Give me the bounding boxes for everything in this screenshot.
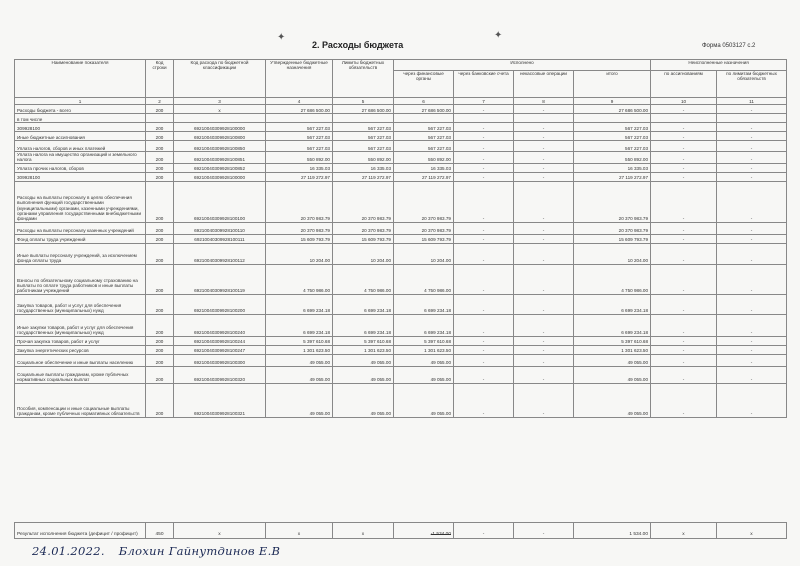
row-fin: 27 686 500.00 (394, 105, 454, 114)
header-total: итого (574, 71, 651, 98)
row-code: 69210040309928100320 (174, 366, 266, 383)
row-name: Уплата прочих налогов, сборов (15, 163, 146, 172)
row-total: 4 750 986.00 (574, 264, 651, 294)
row-bank: - (454, 336, 514, 345)
table-row (15, 152, 787, 164)
row-fin: 16 335.03 (394, 163, 454, 172)
row-line (146, 114, 174, 123)
row-fin: 49 055.00 (394, 366, 454, 383)
row-code: 69210040309928100100 (174, 181, 266, 222)
row-c11: - (717, 152, 787, 164)
row-code: 69210040309928100000 (174, 123, 266, 132)
row-bank: - (454, 294, 514, 314)
row-approved: 49 055.00 (266, 366, 333, 383)
table-row (15, 123, 787, 132)
row-noncash: - (514, 366, 574, 383)
row-c10: - (651, 345, 717, 354)
row-limits: 4 750 986.00 (333, 264, 394, 294)
row-noncash: - (514, 354, 574, 366)
row-c10: - (651, 172, 717, 181)
row-code: 69210040309928100200 (174, 294, 266, 314)
row-line: 200 (146, 354, 174, 366)
row-c11: - (717, 264, 787, 294)
row-total: 1 301 623.50 (574, 345, 651, 354)
row-bank: - (454, 314, 514, 336)
row-line: 200 (146, 383, 174, 417)
row-total: 567 227.03 (574, 141, 651, 152)
row-name: Расходы на выплаты персоналу в целях обеспечения выполнения функций государственными (муниципальными) органами, казенными учреждениями, органами управления государственными внебюджетными фондами (15, 181, 146, 222)
row-c11: - (717, 105, 787, 114)
row-name: Расходы бюджета - всего (15, 105, 146, 114)
row-fin: 49 055.00 (394, 354, 454, 366)
row-line: 200 (146, 264, 174, 294)
row-name: Уплата налога на имущество организаций и земельного налога (15, 152, 146, 164)
row-limits: 49 055.00 (333, 354, 394, 366)
row-noncash: - (514, 181, 574, 222)
table-row (15, 383, 787, 417)
column-number: 3 (174, 98, 266, 105)
row-bank (454, 114, 514, 123)
row-c11: - (717, 163, 787, 172)
header-limits: Лимиты бюджетных обязательств (333, 60, 394, 98)
header-budget-code: Код расхода по бюджетной классификации (174, 60, 266, 98)
row-name: Социальные выплаты гражданам, кроме публичных нормативных социальных выплат (15, 366, 146, 383)
row-c11: - (717, 181, 787, 222)
row-approved: 49 055.00 (266, 383, 333, 417)
row-c10: - (651, 366, 717, 383)
table-row (15, 222, 787, 234)
signature-date: 24.01.2022. (32, 544, 105, 558)
row-fin: 567 227.03 (394, 123, 454, 132)
row-fin: 550 892.00 (394, 152, 454, 164)
row-line: 200 (146, 132, 174, 141)
row-limits: 27 119 272.97 (333, 172, 394, 181)
row-c11: - (717, 123, 787, 132)
row-noncash: - (514, 345, 574, 354)
row-name: Уплата налогов, сборов и иных платежей (15, 141, 146, 152)
row-code (174, 114, 266, 123)
row-c11: - (717, 366, 787, 383)
row-bank: - (454, 234, 514, 243)
row-code: 69210040309928100240 (174, 314, 266, 336)
row-bank: - (454, 222, 514, 234)
row-noncash: - (514, 105, 574, 114)
row-c11: - (717, 132, 787, 141)
header-by-limits: по лимитам бюджетных обязательств (717, 71, 787, 98)
row-total: 49 055.00 (574, 383, 651, 417)
row-bank: - (454, 243, 514, 264)
row-total: 567 227.03 (574, 132, 651, 141)
table-row (15, 264, 787, 294)
result-approved: x (266, 523, 333, 539)
row-total: 20 370 983.79 (574, 181, 651, 222)
row-fin: 6 699 234.18 (394, 314, 454, 336)
row-code: 69210040309928100321 (174, 383, 266, 417)
table-row (15, 354, 787, 366)
table-row (15, 366, 787, 383)
section-title: 2. Расходы бюджета (312, 40, 404, 50)
row-c10: - (651, 243, 717, 264)
row-line: 200 (146, 294, 174, 314)
column-number: 11 (717, 98, 787, 105)
row-approved: 567 227.03 (266, 141, 333, 152)
row-noncash: - (514, 336, 574, 345)
row-c10: - (651, 336, 717, 345)
expenses-table (14, 59, 787, 418)
row-bank: - (454, 105, 514, 114)
table-row (15, 336, 787, 345)
row-approved: 16 335.03 (266, 163, 333, 172)
row-fin: 5 397 610.68 (394, 336, 454, 345)
row-name: Пособия, компенсации и иные социальные выплаты гражданам, кроме публичных нормативных обязательств (15, 383, 146, 417)
table-row (15, 314, 787, 336)
row-limits: 20 370 983.79 (333, 222, 394, 234)
row-limits: 567 227.03 (333, 123, 394, 132)
row-name: Иные выплаты персоналу учреждений, за исключением фонда оплаты труда (15, 243, 146, 264)
row-noncash: - (514, 234, 574, 243)
row-bank: - (454, 354, 514, 366)
row-fin: 27 119 272.97 (394, 172, 454, 181)
row-noncash: - (514, 141, 574, 152)
row-fin: 567 227.03 (394, 132, 454, 141)
table-row (15, 105, 787, 114)
row-c10: - (651, 123, 717, 132)
column-number: 10 (651, 98, 717, 105)
column-number: 5 (333, 98, 394, 105)
row-bank: - (454, 345, 514, 354)
row-approved: 49 055.00 (266, 354, 333, 366)
row-code: 69210040309928100119 (174, 264, 266, 294)
column-number: 8 (514, 98, 574, 105)
header-approved: Утвержденные бюджетные назначения (266, 60, 333, 98)
row-approved: 567 227.03 (266, 123, 333, 132)
row-bank: - (454, 123, 514, 132)
row-limits: 10 204.00 (333, 243, 394, 264)
row-line: 200 (146, 345, 174, 354)
row-line: 200 (146, 336, 174, 345)
row-noncash: - (514, 294, 574, 314)
row-c10: - (651, 314, 717, 336)
table-row (15, 294, 787, 314)
row-bank: - (454, 383, 514, 417)
row-fin: 1 301 623.50 (394, 345, 454, 354)
row-line: 200 (146, 181, 174, 222)
result-c11: x (717, 523, 787, 539)
row-bank: - (454, 132, 514, 141)
header-unexecuted: Неисполненные назначения (651, 60, 787, 71)
row-fin: 4 750 986.00 (394, 264, 454, 294)
row-total: 6 699 234.18 (574, 294, 651, 314)
row-c11: - (717, 234, 787, 243)
row-fin (394, 114, 454, 123)
row-approved: 6 699 234.18 (266, 294, 333, 314)
handwritten-signature (32, 544, 280, 558)
row-total: 27 119 272.97 (574, 172, 651, 181)
row-bank: - (454, 181, 514, 222)
row-code: 69210040309928100300 (174, 354, 266, 366)
row-c10: - (651, 181, 717, 222)
row-limits: 6 699 234.18 (333, 294, 394, 314)
row-limits: 567 227.03 (333, 141, 394, 152)
row-name: Фонд оплаты труда учреждений (15, 234, 146, 243)
table-row (15, 234, 787, 243)
row-code: 69210040309928100111 (174, 234, 266, 243)
row-noncash: - (514, 314, 574, 336)
row-name: Закупка энергетических ресурсов (15, 345, 146, 354)
row-approved: 567 227.03 (266, 132, 333, 141)
row-name: Закупка товаров, работ и услуг для обеспечения государственных (муниципальных) нужд (15, 294, 146, 314)
row-noncash: - (514, 163, 574, 172)
expenses-rows (15, 105, 787, 418)
signature-name: Блохин Гайнутдинов Е.В (118, 544, 281, 558)
row-approved: 6 699 234.18 (266, 314, 333, 336)
row-bank: - (454, 141, 514, 152)
column-number: 1 (15, 98, 146, 105)
row-c11: - (717, 294, 787, 314)
result-c10: x (651, 523, 717, 539)
row-name: Иные закупки товаров, работ и услуг для обеспечения государственных (муниципальных) нужд (15, 314, 146, 336)
row-total: 20 370 983.79 (574, 222, 651, 234)
row-name: 309928100 (15, 172, 146, 181)
row-line: 200 (146, 222, 174, 234)
row-fin: 49 055.00 (394, 383, 454, 417)
row-noncash: - (514, 172, 574, 181)
row-line: 200 (146, 152, 174, 164)
row-noncash: - (514, 152, 574, 164)
row-bank: - (454, 172, 514, 181)
column-number-row (15, 98, 787, 105)
row-c10: - (651, 222, 717, 234)
row-fin: 20 370 983.79 (394, 181, 454, 222)
row-c11: - (717, 336, 787, 345)
row-total: 15 609 793.79 (574, 234, 651, 243)
header-via-bank: через банковские счета (454, 71, 514, 98)
row-code: 69210040309928100000 (174, 172, 266, 181)
header-line: Код строки (146, 60, 174, 98)
row-c10: - (651, 132, 717, 141)
column-number: 7 (454, 98, 514, 105)
row-c10: - (651, 141, 717, 152)
result-line: 450 (146, 523, 174, 539)
row-approved (266, 114, 333, 123)
row-c11: - (717, 141, 787, 152)
row-total (574, 114, 651, 123)
row-name: Взносы по обязательному социальному страхованию на выплаты по оплате труда работников и иные выплаты работникам учреждений (15, 264, 146, 294)
table-row (15, 243, 787, 264)
row-approved: 550 892.00 (266, 152, 333, 164)
row-noncash: - (514, 243, 574, 264)
row-c10: - (651, 264, 717, 294)
row-fin: 567 227.03 (394, 141, 454, 152)
row-c10: - (651, 354, 717, 366)
row-c11: - (717, 243, 787, 264)
row-limits: 49 055.00 (333, 366, 394, 383)
table-row (15, 181, 787, 222)
row-line: 200 (146, 163, 174, 172)
row-fin: 15 609 793.79 (394, 234, 454, 243)
row-fin: 6 699 234.18 (394, 294, 454, 314)
row-name: Прочая закупка товаров, работ и услуг (15, 336, 146, 345)
row-line: 200 (146, 243, 174, 264)
row-total: 6 699 234.18 (574, 314, 651, 336)
row-limits: 1 301 623.50 (333, 345, 394, 354)
row-c10 (651, 114, 717, 123)
row-line: 200 (146, 141, 174, 152)
row-code: 69210040309928100852 (174, 163, 266, 172)
result-name: Результат исполнения бюджета (дефицит / профицит) (15, 523, 146, 539)
row-line: 200 (146, 172, 174, 181)
result-table (14, 522, 787, 539)
row-noncash: - (514, 383, 574, 417)
row-approved: 27 119 272.97 (266, 172, 333, 181)
row-limits: 15 609 793.79 (333, 234, 394, 243)
column-number: 4 (266, 98, 333, 105)
row-c10: - (651, 234, 717, 243)
row-noncash: - (514, 132, 574, 141)
header-non-cash: некассовые операции (514, 71, 574, 98)
row-name: Социальное обеспечение и иные выплаты населению (15, 354, 146, 366)
row-code: x (174, 105, 266, 114)
row-approved: 27 686 500.00 (266, 105, 333, 114)
row-c11: - (717, 354, 787, 366)
row-noncash: - (514, 123, 574, 132)
row-limits: 567 227.03 (333, 132, 394, 141)
row-approved: 5 397 610.68 (266, 336, 333, 345)
row-c10: - (651, 163, 717, 172)
row-limits: 550 892.00 (333, 152, 394, 164)
row-noncash: - (514, 222, 574, 234)
row-code: 69210040309928100800 (174, 132, 266, 141)
row-name: 309928100 (15, 123, 146, 132)
row-c11 (717, 114, 787, 123)
row-approved: 20 370 983.79 (266, 181, 333, 222)
row-c10: - (651, 152, 717, 164)
row-code: 69210040309928100851 (174, 152, 266, 164)
table-row (15, 163, 787, 172)
row-approved: 20 370 983.79 (266, 222, 333, 234)
header-by-assign: по ассигнованиям (651, 71, 717, 98)
row-line: 200 (146, 366, 174, 383)
row-name: в том числе (15, 114, 146, 123)
form-number: Форма 0503127 с.2 (702, 43, 756, 49)
row-total: 49 055.00 (574, 366, 651, 383)
row-limits: 5 397 610.68 (333, 336, 394, 345)
row-code: 69210040309928100244 (174, 336, 266, 345)
result-bank: - (454, 523, 514, 539)
table-row (15, 141, 787, 152)
row-c11: - (717, 345, 787, 354)
row-limits: 16 335.03 (333, 163, 394, 172)
row-limits: 6 699 234.18 (333, 314, 394, 336)
result-fin: -1 534.00 (394, 523, 454, 539)
table-row (15, 114, 787, 123)
header-via-fin: через финансовые органы (394, 71, 454, 98)
header-executed: Исполнено (394, 60, 651, 71)
result-noncash: - (514, 523, 574, 539)
row-bank: - (454, 264, 514, 294)
result-total: 1 534.00 (574, 523, 651, 539)
row-line: 200 (146, 314, 174, 336)
row-bank: - (454, 366, 514, 383)
row-total: 567 227.03 (574, 123, 651, 132)
table-row (15, 172, 787, 181)
row-total: 5 397 610.68 (574, 336, 651, 345)
row-c11: - (717, 172, 787, 181)
row-line: 200 (146, 234, 174, 243)
row-c11: - (717, 314, 787, 336)
row-name: Иные бюджетные ассигнования (15, 132, 146, 141)
row-code: 69210040309928100850 (174, 141, 266, 152)
row-line: 200 (146, 105, 174, 114)
row-c11: - (717, 383, 787, 417)
row-approved: 4 750 986.00 (266, 264, 333, 294)
row-total: 27 686 500.00 (574, 105, 651, 114)
row-total: 10 204.00 (574, 243, 651, 264)
row-code: 69210040309928100110 (174, 222, 266, 234)
table-row (15, 345, 787, 354)
header-name: Наименование показателя (15, 60, 146, 98)
row-approved: 10 204.00 (266, 243, 333, 264)
row-fin: 10 204.00 (394, 243, 454, 264)
row-c10: - (651, 383, 717, 417)
scan-mark-icon: ✦ (494, 30, 503, 41)
column-number: 9 (574, 98, 651, 105)
column-number: 6 (394, 98, 454, 105)
row-total: 550 892.00 (574, 152, 651, 164)
row-code: 69210040309928100112 (174, 243, 266, 264)
row-name: Расходы на выплаты персоналу казенных учреждений (15, 222, 146, 234)
column-number: 2 (146, 98, 174, 105)
row-noncash: - (514, 264, 574, 294)
table-row (15, 132, 787, 141)
row-total: 49 055.00 (574, 354, 651, 366)
row-bank: - (454, 163, 514, 172)
row-fin: 20 370 983.79 (394, 222, 454, 234)
result-limits: x (333, 523, 394, 539)
row-approved: 15 609 793.79 (266, 234, 333, 243)
row-bank: - (454, 152, 514, 164)
row-code: 69210040309928100247 (174, 345, 266, 354)
row-c10: - (651, 294, 717, 314)
row-limits: 49 055.00 (333, 383, 394, 417)
row-total: 16 335.03 (574, 163, 651, 172)
row-noncash (514, 114, 574, 123)
result-code: x (174, 523, 266, 539)
row-limits (333, 114, 394, 123)
row-line: 200 (146, 123, 174, 132)
row-limits: 20 370 983.79 (333, 181, 394, 222)
row-limits: 27 686 500.00 (333, 105, 394, 114)
scan-mark-icon: ✦ (277, 32, 286, 43)
result-row (15, 523, 787, 539)
row-c10: - (651, 105, 717, 114)
row-approved: 1 301 623.50 (266, 345, 333, 354)
row-c11: - (717, 222, 787, 234)
